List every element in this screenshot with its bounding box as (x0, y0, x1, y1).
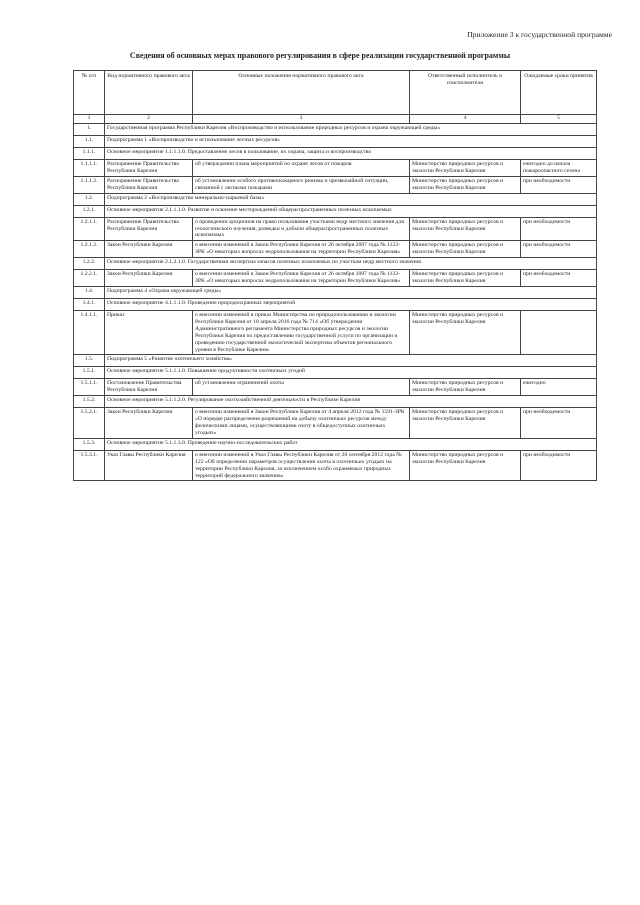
table-row (74, 176, 597, 193)
column-number: 4 (410, 115, 521, 124)
row-number: 1.2.2. (74, 258, 105, 270)
section-title: Основное мероприятие 4.1.1.1.0. Проведение природоохранных мероприятий (105, 298, 597, 310)
act-content: об утверждении плана мероприятий по охране лесов от пожаров (193, 160, 410, 177)
column-number: 3 (193, 115, 410, 124)
act-deadline: ежегодно до начала пожароопасного сезона (521, 160, 597, 177)
act-content: о внесении изменений в приказ Министерства по природопользованию и экологии Республики Карелия от 18 апреля 2016 года № 714 «Об утверждении Административного регламента Министерства природных ресурсов и экологии Республики Карелия по предоставлению государственной услуги по организации и проведению государственной экологической экспертизы объектов регионального уровня в Республике Карелия» (193, 310, 410, 354)
act-deadline: при необходимости (521, 241, 597, 258)
table-row (74, 367, 597, 379)
section-title: Основное мероприятие 5.1.1.3.0. Проведение научно-исследовательских работ (105, 438, 597, 450)
row-number: 1.2.1.1. (74, 217, 105, 241)
table-row (74, 408, 597, 439)
act-deadline: при необходимости (521, 176, 597, 193)
table-row (74, 148, 597, 160)
section-title: Государственная программа Республики Карелия «Воспроизводство и использование природных ресурсов и охрана окружающей среды» (105, 124, 597, 136)
row-number: 1.5.2. (74, 396, 105, 408)
row-number: 1.5.1. (74, 367, 105, 379)
header-executor: Ответственный исполнитель и соисполнители (410, 71, 521, 115)
section-title: Основное мероприятие 1.1.1.1.0. Предоставление лесов в пользование, их охрана, защита и воспроизводство (105, 148, 597, 160)
act-content: об установлении ограничений охоты (193, 379, 410, 396)
row-number: 1.2. (74, 193, 105, 205)
page-title: Сведения об основных мерах правового регулирования в сфере реализации государственной программы (129, 51, 511, 60)
table-row (74, 270, 597, 287)
row-number: 1.1.1. (74, 148, 105, 160)
row-number: 1.5.1.1. (74, 379, 105, 396)
section-title: Основное мероприятие 5.1.1.2.0. Регулирование охотхозяйственной деятельности в Республике Карелия (105, 396, 597, 408)
act-executor: Министерство природных ресурсов и экологии Республики Карелия (410, 310, 521, 354)
act-content: о внесении изменений в Закон Республики Карелия от 4 апреля 2012 года № 1591-ЗРК «О порядке распределения разрешений на добычу охотничьих ресурсов между физическими лицами, осуществляющими охоту в общедоступных охотничьих угодьях» (193, 408, 410, 439)
table-row (74, 438, 597, 450)
act-type: Распоряжение Правительства Республики Карелия (105, 160, 193, 177)
table-row (74, 298, 597, 310)
column-number-row (74, 115, 597, 124)
table-row (74, 193, 597, 205)
act-executor: Министерство природных ресурсов и экологии Республики Карелия (410, 160, 521, 177)
header-type: Вид нормативного правового акта (105, 71, 193, 115)
table-row (74, 205, 597, 217)
row-number: 1. (74, 124, 105, 136)
row-number: 1.4.1. (74, 298, 105, 310)
row-number: 1.1.1.2. (74, 176, 105, 193)
header-content: Основные положения нормативного правового акта (193, 71, 410, 115)
act-content: о внесении изменений в Закон Республики Карелия от 26 октября 2007 года № 1122-ЗРК «О некоторых вопросах недропользования на территории Республики Карелия» (193, 241, 410, 258)
act-deadline: при необходимости (521, 270, 597, 287)
section-title: Подпрограмма 4 «Охрана окружающей среды» (105, 286, 597, 298)
table-row (74, 160, 597, 177)
row-number: 1.4.1.1. (74, 310, 105, 354)
column-number: 5 (521, 115, 597, 124)
table-row (74, 379, 597, 396)
table-row (74, 310, 597, 354)
row-number: 1.5.2.1. (74, 408, 105, 439)
act-type: Закон Республики Карелия (105, 408, 193, 439)
table-row (74, 450, 597, 481)
act-content: о внесении изменений в Указ Главы Республики Карелия от 20 сентября 2012 года № 122 «Об определении параметров осуществления охоты в охотничьих угодьях на территории Республики Карелия, за исключением особо охраняемых природных территорий федерального значения» (193, 450, 410, 481)
act-executor: Министерство природных ресурсов и экологии Республики Карелия (410, 176, 521, 193)
act-type: Приказ (105, 310, 193, 354)
act-type: Распоряжение Правительства Республики Карелия (105, 217, 193, 241)
row-number: 1.5. (74, 355, 105, 367)
table-row (74, 396, 597, 408)
table-row (74, 286, 597, 298)
act-deadline: ежегодно (521, 379, 597, 396)
table-row (74, 241, 597, 258)
row-number: 1.5.3. (74, 438, 105, 450)
act-content: об установлении особого противопожарного режима и чрезвычайной ситуации, связанной с лесными пожарами (193, 176, 410, 193)
table-row (74, 217, 597, 241)
section-title: Основное мероприятие 2.1.1.1.0. Развитие и освоение месторождений общераспространенных полезных ископаемых (105, 205, 597, 217)
act-type: Закон Республики Карелия (105, 241, 193, 258)
act-executor: Министерство природных ресурсов и экологии Республики Карелия (410, 241, 521, 258)
table-row (74, 136, 597, 148)
row-number: 1.2.1. (74, 205, 105, 217)
act-executor: Министерство природных ресурсов и экологии Республики Карелия (410, 379, 521, 396)
act-executor: Министерство природных ресурсов и экологии Республики Карелия (410, 217, 521, 241)
table-row (74, 258, 597, 270)
act-deadline: при необходимости (521, 450, 597, 481)
row-number: 1.2.1.2. (74, 241, 105, 258)
section-title: Основное мероприятие 5.1.1.1.0. Повышение продуктивности охотничьих угодий (105, 367, 597, 379)
measures-table (73, 70, 597, 481)
act-deadline (521, 310, 597, 354)
section-title: Подпрограмма 5 «Развитие охотничьего хозяйства» (105, 355, 597, 367)
act-content: о внесении изменений в Закон Республики Карелия от 26 октября 2007 года № 1122-ЗРК «О некоторых вопросах недропользования на территории Республики Карелия» (193, 270, 410, 287)
column-number: 1 (74, 115, 105, 124)
table-header-row (74, 71, 597, 115)
table-body (74, 124, 597, 481)
act-executor: Министерство природных ресурсов и экологии Республики Карелия (410, 408, 521, 439)
row-number: 1.5.3.1. (74, 450, 105, 481)
row-number: 1.4. (74, 286, 105, 298)
column-number: 2 (105, 115, 193, 124)
act-deadline: при необходимости (521, 408, 597, 439)
appendix-label: Приложение 3 к государственной программе (467, 30, 612, 39)
section-title: Основное мероприятие 2.1.2.1.0. Государственная экспертиза запасов полезных ископаемых по участкам недр местного значения (105, 258, 597, 270)
table-row (74, 124, 597, 136)
header-num: № п/п (74, 71, 105, 115)
header-deadline: Ожидаемые сроки принятия (521, 71, 597, 115)
act-type: Указ Главы Республики Карелия (105, 450, 193, 481)
section-title: Подпрограмма 1 «Воспроизводство и использование лесных ресурсов» (105, 136, 597, 148)
act-content: о проведении аукционов на право пользования участками недр местного значения для геологического изучения, разведки и добычи общераспространенных полезных ископаемых (193, 217, 410, 241)
table-row (74, 355, 597, 367)
act-executor: Министерство природных ресурсов и экологии Республики Карелия (410, 450, 521, 481)
act-deadline: при необходимости (521, 217, 597, 241)
act-type: Постановление Правительства Республики Карелия (105, 379, 193, 396)
act-type: Закон Республики Карелия (105, 270, 193, 287)
row-number: 1.1. (74, 136, 105, 148)
act-executor: Министерство природных ресурсов и экологии Республики Карелия (410, 270, 521, 287)
row-number: 1.2.2.1. (74, 270, 105, 287)
row-number: 1.1.1.1. (74, 160, 105, 177)
act-type: Распоряжение Правительства Республики Карелия (105, 176, 193, 193)
section-title: Подпрограмма 2 «Воспроизводство минерально-сырьевой базы» (105, 193, 597, 205)
